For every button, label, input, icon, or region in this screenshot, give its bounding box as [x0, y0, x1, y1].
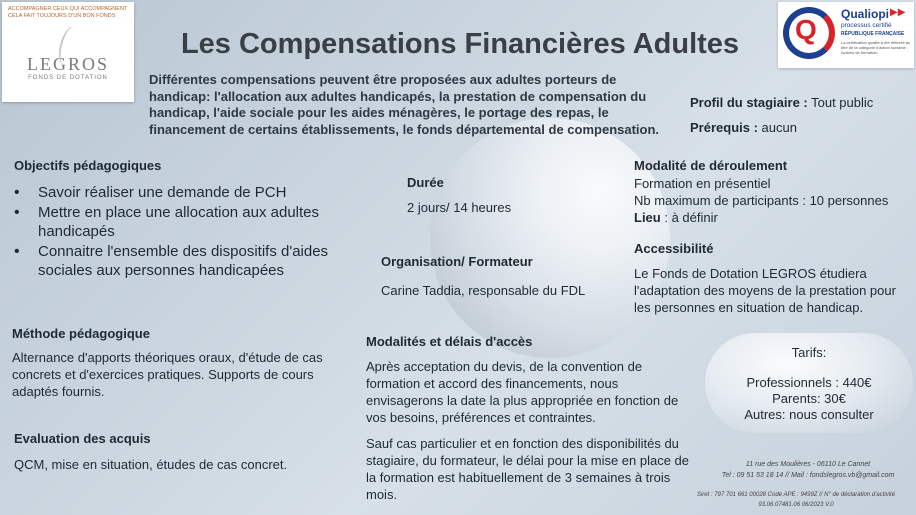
objectifs-heading: Objectifs pédagogiques: [14, 158, 162, 173]
qualiopi-arrows-icon: ▶▶: [890, 7, 906, 18]
qualiopi-fineprint: La certification qualité a été délivrée au titre de la catégorie d'action suivante : Actions de formation: [841, 40, 911, 55]
acces-heading: Modalités et délais d'accès: [366, 334, 533, 349]
organisation-heading: Organisation/ Formateur: [381, 254, 533, 269]
list-item: • Mettre en place une allocation aux adultes handicapés: [12, 203, 352, 241]
legros-logo: [2, 2, 134, 102]
modalite-lieu: [634, 209, 718, 226]
methode-heading: Méthode pédagogique: [12, 326, 150, 341]
accessibilite-text: Le Fonds de Dotation LEGROS étudiera l'adaptation des moyens de la prestation pour les personnes en situation de handicap.: [634, 266, 896, 315]
profil-label: Profil du stagiaire :: [690, 95, 808, 110]
qualiopi-subtitle: processus certifié: [841, 22, 892, 29]
organisation-value: Carine Taddia, responsable du FDL: [381, 283, 586, 298]
lieu-label: Lieu: [634, 210, 661, 225]
qualiopi-q-icon: Q: [795, 14, 817, 45]
list-item: • Savoir réaliser une demande de PCH: [12, 183, 352, 202]
logo-tagline-1: ACCOMPAGNER CEUX QUI ACCOMPAGNENT: [8, 6, 128, 12]
acces-para2: Sauf cas particulier et en fonction des disponibilités du stagiaire, du formateur, le délai pour la mise en place de la formation est habituellement de 3 semaines à trois mois.: [366, 436, 690, 502]
lieu-value: : à définir: [660, 210, 718, 225]
tarifs-heading: Tarifs:: [791, 345, 827, 360]
qualiopi-republic: RÉPUBLIQUE FRANÇAISE: [841, 31, 905, 37]
acces-para1: Après acceptation du devis, de la convention de formation et accord des financements, nous envisagerons la date la plus appropriée en fonction de vos besoins, préférences et contraintes.: [366, 359, 679, 425]
list-item: • Connaitre l'ensemble des dispositifs d'aides sociales aux personnes handicapées: [12, 242, 352, 280]
tarif-autres: Autres: nous consulter: [744, 407, 874, 422]
qualiopi-logo: [778, 2, 914, 68]
profil-stagiaire: [690, 95, 873, 110]
prerequis-value: aucun: [757, 120, 797, 135]
logo-tagline-2: CELA FAIT TOUJOURS D'UN BON FONDS: [8, 13, 116, 19]
objectifs-list: [12, 183, 352, 281]
methode-text: Alternance d'apports théoriques oraux, d'étude de cas concrets et d'exercices pratiques. Supports de cours adaptés fournis.: [12, 350, 323, 399]
footer-legal2: 93.06.07481.06 06/2023 V.0: [758, 502, 834, 508]
evaluation-heading: Evaluation des acquis: [14, 431, 151, 446]
page-title: Les Compensations Financières Adultes: [180, 28, 740, 60]
tarif-parents: Parents: 30€: [772, 391, 846, 406]
tarif-professionnels: Professionnels : 440€: [746, 375, 872, 390]
prerequis: [690, 120, 797, 135]
logo-brand: LEGROS: [26, 54, 109, 74]
footer-contact: Tel : 09 51 53 18 14 // Mail : fondslegros.vb@gmail.com: [721, 472, 895, 479]
modalite-heading: Modalité de déroulement: [634, 158, 788, 173]
evaluation-text: QCM, mise en situation, études de cas concret.: [14, 457, 288, 472]
modalite-line2: Nb maximum de participants : 10 personnes: [634, 193, 889, 208]
footer-legal1: Siret : 797 701 661 00028 Code APE : 9499Z // N° de déclaration d'activité: [696, 492, 896, 498]
profil-value: Tout public: [807, 95, 874, 110]
duree-heading: Durée: [407, 175, 444, 190]
modalite-line1: Formation en présentiel: [634, 176, 771, 191]
footer-address: 11 rue des Moulières - 06110 Le Cannet: [745, 461, 871, 468]
decorative-sphere: [430, 118, 670, 358]
logo-subbrand: FONDS DE DOTATION: [28, 75, 108, 81]
qualiopi-name: Qualiopi: [841, 7, 889, 21]
duree-value: 2 jours/ 14 heures: [407, 200, 512, 215]
intro-text: Différentes compensations peuvent être proposées aux adultes porteurs de handicap: l'allocation aux adultes handicapés, la prestation de compensation du handicap, l'aide sociale pour les aides ménagères, le portage des repas, le financement de certains établissements, le fonds départemental de compensation.: [149, 72, 660, 137]
accessibilite-heading: Accessibilité: [634, 241, 714, 256]
tarifs-box: [705, 345, 913, 423]
prerequis-label: Prérequis :: [690, 120, 758, 135]
